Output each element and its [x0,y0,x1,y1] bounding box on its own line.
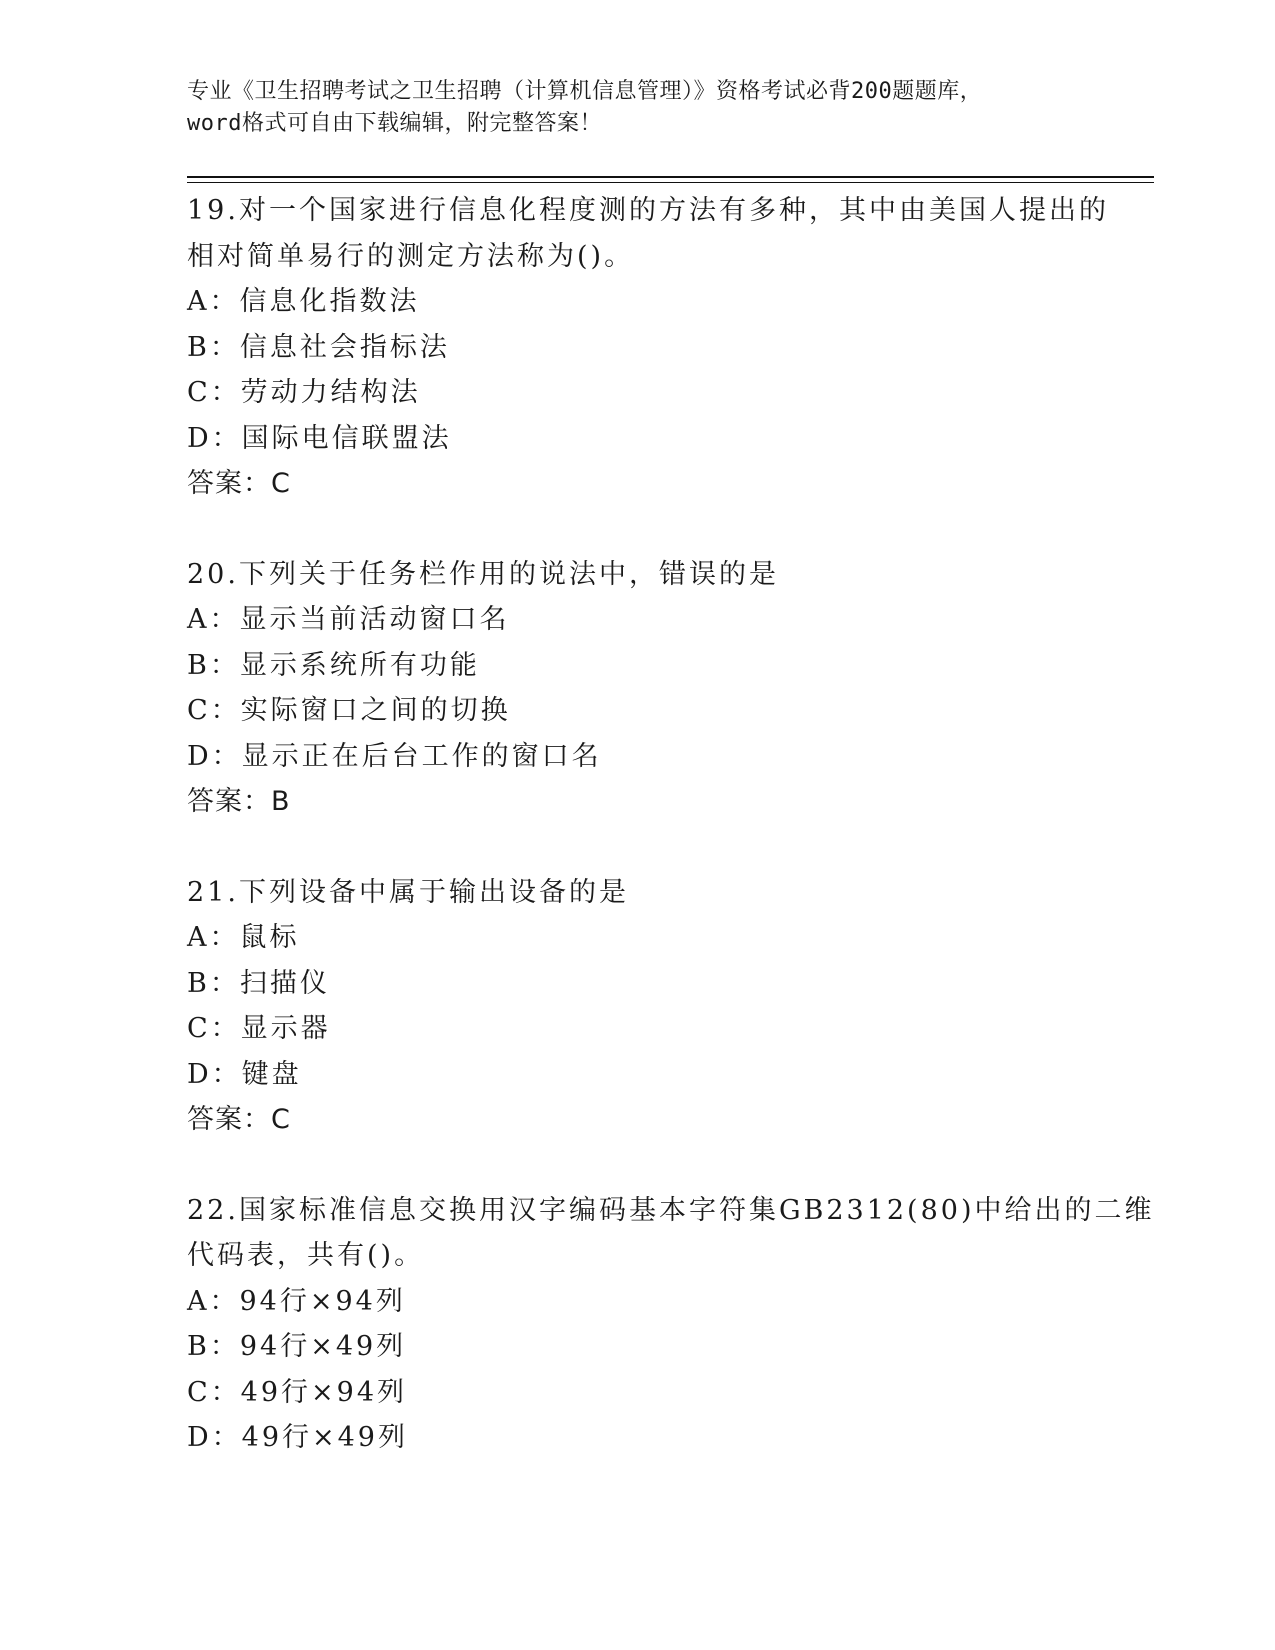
header-divider-thick [187,176,1154,178]
header-line-2: word格式可自由下载编辑，附完整答案！ [187,111,602,136]
answer-option: C：49行×94列 [187,1376,407,1408]
answer-option: C：劳动力结构法 [187,377,421,408]
answer-option: A：信息化指数法 [187,286,420,317]
answer-option: D：49行×49列 [187,1422,408,1453]
question-stem-line: 相对简单易行的测定方法称为()。 [187,240,635,272]
header-line-1: 专业《卫生招聘考试之卫生招聘（计算机信息管理）》资格考试必背200题题库， [187,79,983,104]
question-list [187,188,1155,1461]
answer-option: D：键盘 [187,1058,302,1090]
question-stem-line: 20.下列关于任务栏作用的说法中，错误的是 [187,558,779,590]
answer-option: B：扫描仪 [187,967,330,999]
document-header [187,76,1087,140]
question-spacer [187,825,1147,870]
answer-key: 答案：C [187,1104,291,1135]
question-block [187,1188,1155,1461]
answer-option: A：94行×94列 [187,1285,406,1317]
answer-option: D：国际电信联盟法 [187,422,452,454]
question-spacer [187,507,1147,552]
question-spacer [187,1143,1147,1188]
question-stem-line: 21.下列设备中属于输出设备的是 [187,876,629,908]
question-stem-line: 22.国家标准信息交换用汉字编码基本字符集GB2312(80)中给出的二维 [187,1194,1155,1226]
answer-option: B：信息社会指标法 [187,331,450,363]
answer-option: C：实际窗口之间的切换 [187,695,511,726]
question-block [187,188,1147,552]
answer-option: B：94行×49列 [187,1331,407,1362]
question-block [187,870,1147,1188]
answer-option: C：显示器 [187,1013,331,1044]
question-block [187,552,1147,870]
answer-key: 答案：B [187,786,291,817]
question-stem-line: 19.对一个国家进行信息化程度测的方法有多种，其中由美国人提出的 [187,195,1109,226]
answer-option: A：鼠标 [187,922,300,953]
answer-option: A：显示当前活动窗口名 [187,604,510,635]
answer-key: 答案：C [187,468,291,499]
answer-option: B：显示系统所有功能 [187,649,480,681]
question-stem-line: 代码表，共有()。 [187,1240,425,1271]
header-divider-thin [187,182,1154,183]
answer-option: D：显示正在后台工作的窗口名 [187,740,602,772]
